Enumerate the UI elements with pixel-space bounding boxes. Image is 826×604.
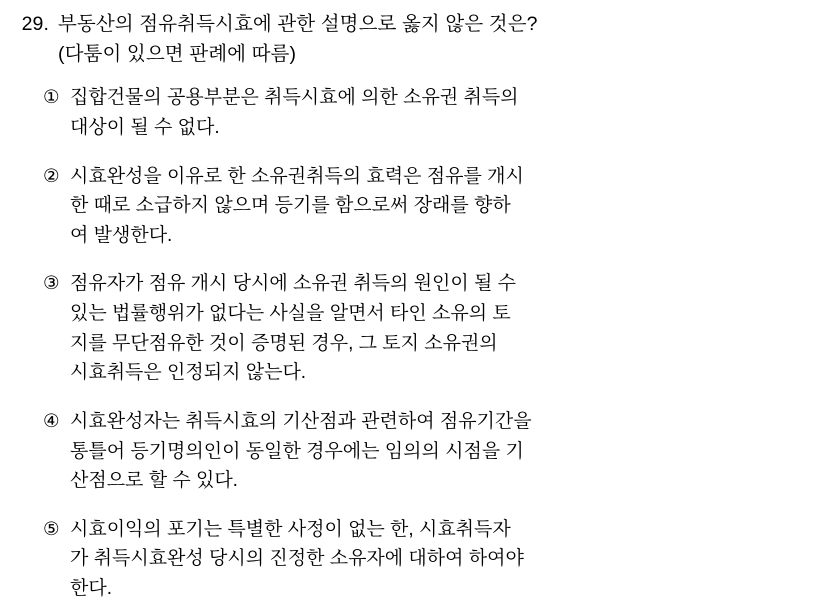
choice-line: 산점으로 할 수 있다.	[70, 470, 238, 492]
choice-line: 시효완성자는 취득시효의 기산점과 관련하여 점유기간을	[70, 410, 532, 432]
choice-line: 집합건물의 공용부분은 취득시효에 의한 소유권 취득의	[70, 87, 519, 109]
choice-marker: ④	[43, 409, 60, 431]
choice-text	[70, 407, 812, 496]
choice-line: 가 취득시효완성 당시의 진정한 소유자에 대하여 하여야	[70, 548, 524, 570]
choice-line: 지를 무단점유한 것이 증명된 경우, 그 토지 소유권의	[70, 332, 498, 354]
choice-line: 한다.	[70, 578, 112, 599]
choice-line: 여 발생한다.	[70, 224, 173, 246]
choice-option-5[interactable]	[14, 515, 812, 604]
choice-option-2[interactable]	[14, 162, 812, 251]
choice-marker: ①	[43, 86, 60, 108]
choice-option-4[interactable]	[14, 407, 812, 496]
choice-marker: ⑤	[43, 517, 60, 539]
choice-line: 통틀어 등기명의인이 동일한 경우에는 임의의 시점을 기	[70, 440, 524, 462]
question-text	[58, 10, 812, 69]
question-line: 부동산의 점유취득시효에 관한 설명으로 옳지 않은 것은?	[58, 13, 538, 35]
choice-marker: ②	[43, 164, 60, 186]
choice-option-1[interactable]	[14, 83, 812, 142]
choice-line: 시효완성을 이유로 한 소유권취득의 효력은 점유를 개시	[70, 165, 524, 187]
choice-line: 점유자가 점유 개시 당시에 소유권 취득의 원인이 될 수	[70, 273, 517, 295]
question-number: 29.	[21, 13, 49, 35]
choice-text	[70, 269, 812, 388]
choice-line: 시효취득은 인정되지 않는다.	[70, 362, 307, 384]
choice-line: 대상이 될 수 없다.	[70, 116, 220, 138]
question-line: (다툼이 있으면 판례에 따름)	[58, 42, 297, 65]
question-block	[14, 10, 812, 69]
choice-option-3[interactable]	[14, 269, 812, 388]
choice-line: 한 때로 소급하지 않으며 등기를 함으로써 장래를 향하	[70, 195, 511, 217]
choice-marker: ③	[43, 272, 60, 294]
choice-text	[70, 83, 812, 142]
choice-line: 있는 법률행위가 없다는 사실을 알면서 타인 소유의 토	[70, 303, 511, 324]
choice-text	[70, 515, 812, 604]
choice-text	[70, 162, 812, 251]
choice-line: 시효이익의 포기는 특별한 사정이 없는 한, 시효취득자	[70, 518, 511, 540]
choice-list	[14, 83, 812, 603]
